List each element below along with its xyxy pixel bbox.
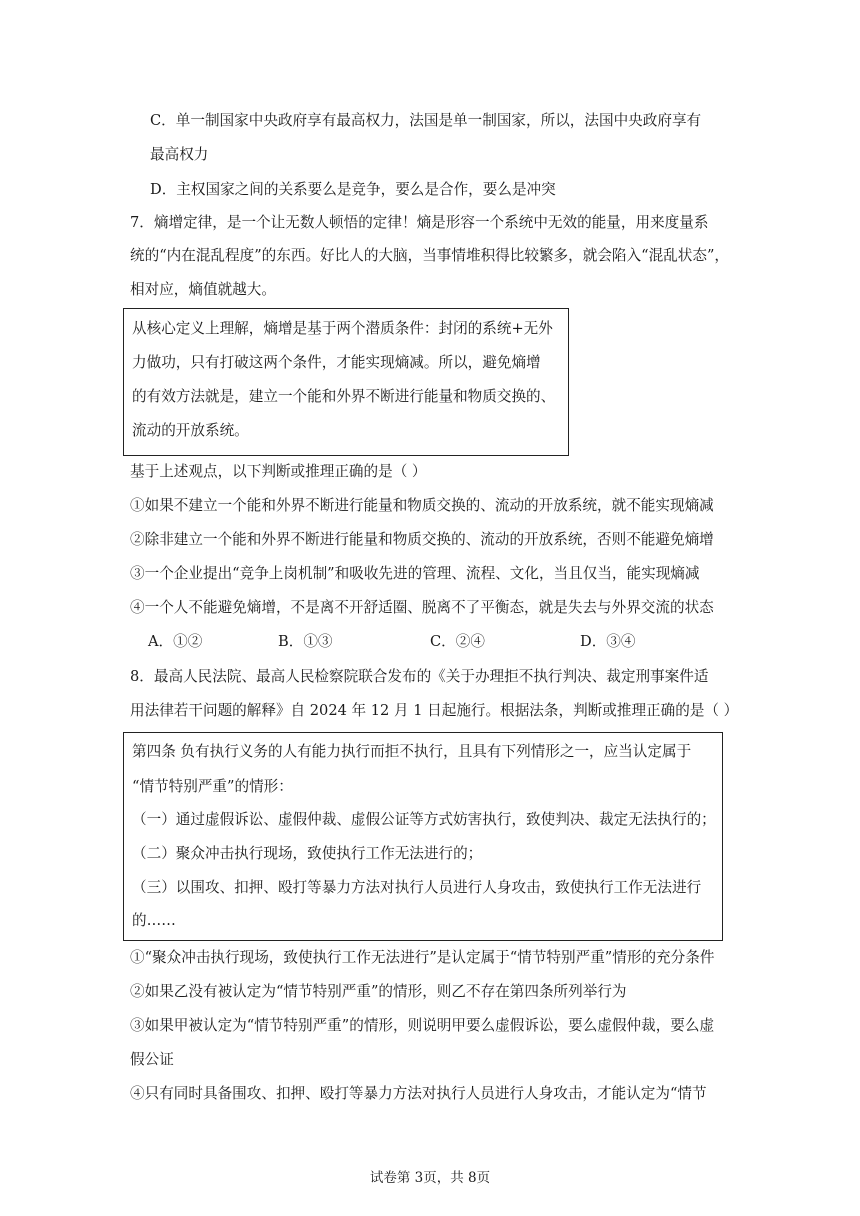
q8-box-line2: “情节特别严重”的情形： [132,778,293,795]
q7-stem-line1: 7．熵增定律，是一个让无数人顿悟的定律！熵是形容一个系统中无效的能量，用来度量系 [130,214,709,231]
q7-statement-4: ④一个人不能避免熵增，不是离不开舒适圈、脱离不了平衡态，就是失去与外界交流的状态 [130,599,714,616]
q7-statement-2: ②除非建立一个能和外界不断进行能量和物质交换的、流动的开放系统，否则不能避免熵增 [130,531,714,548]
q7-quote-box [123,308,569,456]
q7-option-d[interactable]: D．③④ [580,633,636,650]
q7-box-line3: 的有效方法就是，建立一个能和外界不断进行能量和物质交换的、 [132,388,556,405]
q7-option-c[interactable]: C．②④ [430,633,485,650]
q8-box-line3: （一）通过虚假诉讼、虚假仲裁、虚假公证等方式妨害执行，致使判决、裁定无法执行的； [132,811,716,828]
q6-option-c-line2: 最高权力 [150,146,209,163]
q7-statement-3: ③一个企业提出“竞争上岗机制”和吸收先进的管理、流程、文化，当且仅当，能实现熵减 [130,565,700,582]
q8-statement-1: ①“聚众冲击执行现场，致使执行工作无法进行”是认定属于“情节特别严重”情形的充分条件 [130,949,715,966]
page-footer: 试卷第 3页，共 8页 [369,1170,491,1186]
q8-statement-4: ④只有同时具备围攻、扣押、殴打等暴力方法对执行人员进行人身攻击，才能认定为“情节 [130,1085,707,1102]
q7-box-line4: 流动的开放系统。 [132,422,249,439]
q7-stem-line2: 统的“内在混乱程度”的东西。好比人的大脑，当事情堆积得比较繁多，就会陷入“混乱状态”， [130,247,730,264]
q6-option-d: D．主权国家之间的关系要么是竞争，要么是合作，要么是冲突 [150,181,556,198]
q8-stem-line1: 8．最高人民法院、最高人民检察院联合发布的《关于办理拒不执行判决、裁定刑事案件适 [130,668,709,685]
q7-stem-line3: 相对应，熵值就越大。 [130,281,276,298]
q7-box-line2: 力做功，只有打破这两个条件，才能实现熵减。所以，避免熵增 [132,354,541,371]
q7-box-line1: 从核心定义上理解，熵增是基于两个潜质条件：封闭的系统+无外 [132,320,553,337]
q8-box-line1: 第四条 负有执行义务的人有能力执行而拒不执行，且具有下列情形之一，应当认定属于 [132,743,692,760]
q8-box-line5: （三）以围攻、扣押、殴打等暴力方法对执行人员进行人身攻击，致使执行工作无法进行 [132,879,702,896]
q7-statement-1: ①如果不建立一个能和外界不断进行能量和物质交换的、流动的开放系统，就不能实现熵减 [130,497,714,514]
q6-option-c-line1: C．单一制国家中央政府享有最高权力，法国是单一制国家，所以，法国中央政府享有 [150,112,702,129]
q8-statement-3-line2: 假公证 [130,1051,174,1068]
q7-option-b[interactable]: B．①③ [278,633,333,650]
q8-stem-line2: 用法律若干问题的解释》自 2024 年 12 月 1 日起施行。根据法条，判断或推理正确的是（ ） [130,702,739,719]
q7-option-a[interactable]: A．①② [148,633,203,650]
q8-box-line6: 的…… [132,912,176,929]
q8-law-box [123,732,723,941]
q8-statement-3-line1: ③如果甲被认定为“情节特别严重”的情形，则说明甲要么虚假诉讼，要么虚假仲裁，要么虚 [130,1017,715,1034]
q7-question: 基于上述观点，以下判断或推理正确的是（ ） [130,463,427,480]
q8-box-line4: （二）聚众冲击执行现场，致使执行工作无法进行的； [132,845,483,862]
q8-statement-2: ②如果乙没有被认定为“情节特别严重”的情形，则乙不存在第四条所列举行为 [130,983,627,1000]
